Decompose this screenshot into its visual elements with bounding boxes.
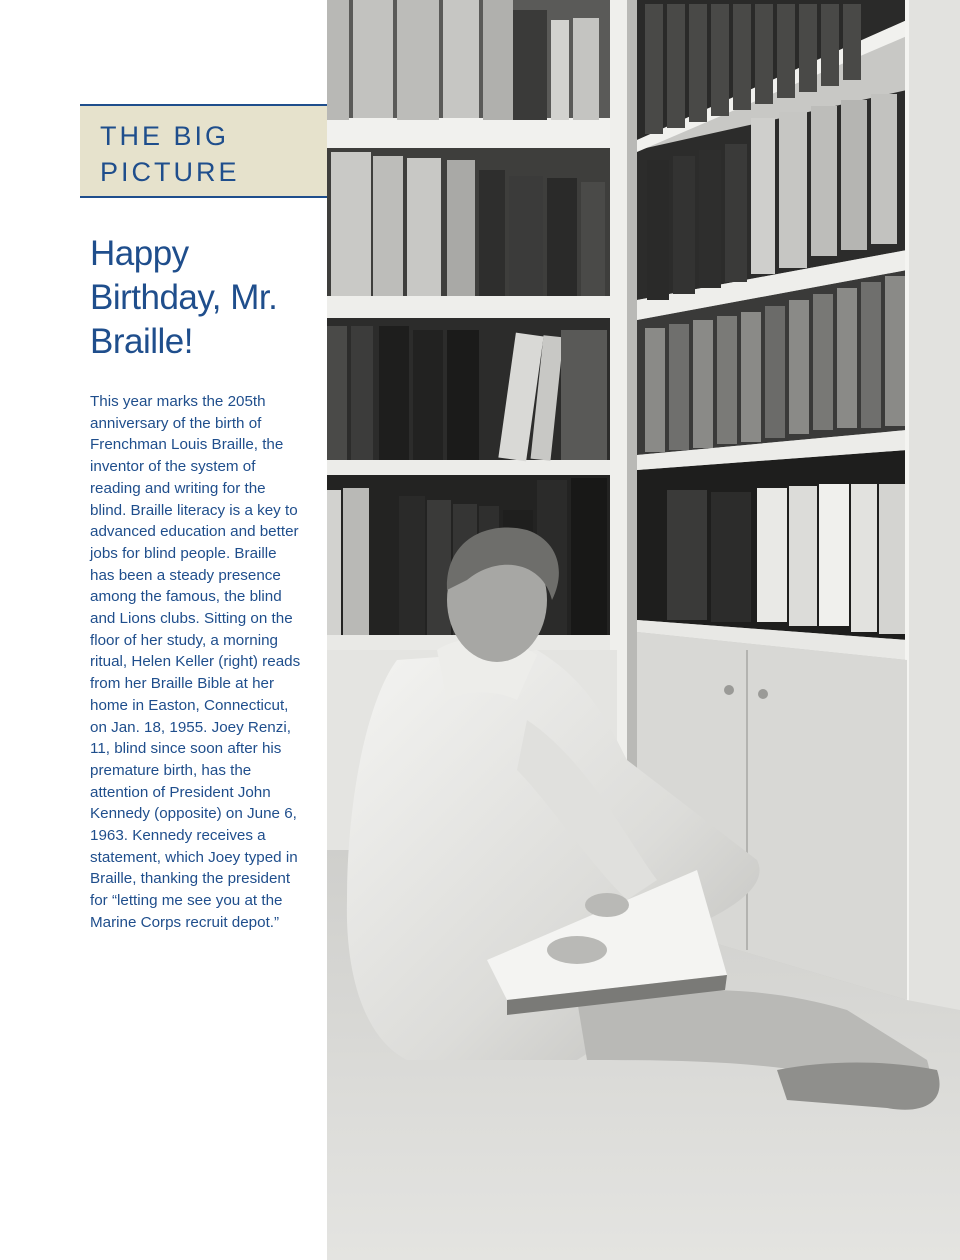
section-label: THE BIG PICTURE [100, 121, 240, 187]
papers-right-bottom [667, 484, 905, 634]
article-column [0, 0, 327, 1260]
section-banner [80, 104, 327, 198]
article-body: This year marks the 205th anniversary of the birth of Frenchman Louis Braille, the inventor of the system of reading and writing for the blind. Braille literacy is a key to advanced education and better jobs for blind people. Braille has been a steady presence among the famous, the blind and Lions clubs. Sitting on the floor of her study, a morning ritual, Helen Keller (right) reads from her Braille Bible at her home in Easton, Connecticut, on Jan. 18, 1955. Joey Renzi, 11, blind since soon after his premature birth, has the attention of President John Kennedy (opposite) on June 6, 1963. Kennedy receives a statement, which Joey typed in Braille, thanking the president for “letting me see you at the Marine Corps recruit depot.” [90, 393, 301, 931]
photo-illustration [327, 0, 960, 1260]
books-row-3 [327, 326, 607, 461]
article-headline: Happy Birthday, Mr. Braille! [90, 234, 278, 361]
helen-keller-photo [327, 0, 960, 1260]
